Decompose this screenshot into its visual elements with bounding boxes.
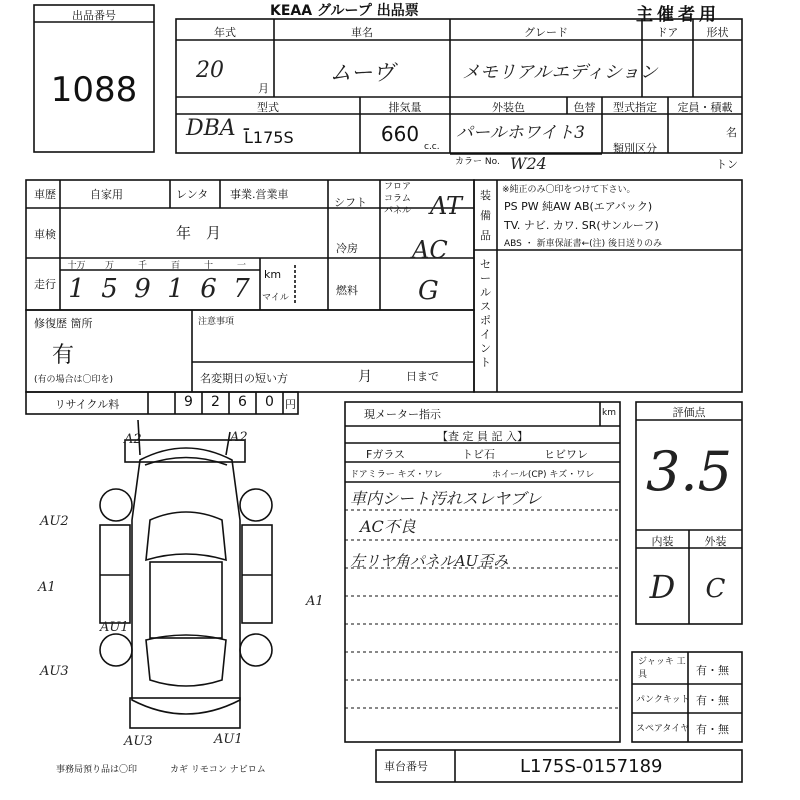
type-value: L175S — [244, 128, 294, 147]
recycle-digit: 0 — [265, 394, 274, 410]
history-private: 自家用 — [90, 188, 123, 201]
office-items: カギ リモコン ナビロム — [170, 765, 266, 775]
color-no-value: W24 — [510, 154, 547, 173]
inspector-section-label: 【査 定 員 記 入】 — [437, 430, 528, 443]
km-label: km — [264, 268, 282, 281]
fuel-value: G — [418, 276, 439, 306]
chassis-value: L175S-0157189 — [520, 756, 663, 777]
shift-panel: パネル — [384, 206, 412, 216]
displacement-value: 660 — [380, 122, 420, 146]
fuel-label: 燃料 — [336, 284, 358, 297]
damage-mark: AU1 — [214, 732, 243, 747]
inspector-note: AC不良 — [360, 517, 416, 536]
name-change-day: 日まで — [406, 370, 439, 383]
mile-label: マイル — [262, 293, 289, 303]
displacement-unit: c.c. — [424, 142, 440, 152]
year-value: 20 — [196, 58, 224, 83]
mileage-label: 走行 — [34, 278, 56, 291]
shift-floor: フロア — [384, 182, 412, 192]
equipment-line3: ABS ・ 新車保証書←(注) 後日送りのみ — [504, 239, 663, 249]
mileage-digit: 1 — [167, 274, 184, 304]
recycle-digit: 2 — [211, 394, 220, 410]
repair-note: (有の場合は〇印を) — [34, 375, 114, 385]
shift-value: AT — [430, 192, 463, 220]
mileage-digit: 9 — [134, 274, 151, 304]
damage-mark: A2 — [124, 432, 142, 447]
glass-label: Fガラス — [366, 448, 405, 461]
equipment-label: 装備品 — [480, 189, 491, 242]
puncture-value: 有・無 — [696, 694, 729, 707]
group-title: KEAA グループ 出品票 — [270, 3, 419, 19]
wheel-label: ホイール(CP) キズ・ワレ — [492, 470, 595, 480]
year-unit: 月 — [258, 82, 269, 95]
mileage-digit-labels — [60, 258, 260, 271]
shift-column: コラム — [384, 194, 411, 204]
exterior-color-value: パールホワイト3 — [456, 123, 585, 143]
digit-label: 万 — [104, 261, 114, 271]
meter-unit: km — [602, 408, 616, 418]
inspection-value: 年 月 — [176, 224, 222, 242]
damage-mark: A2 — [230, 430, 248, 445]
digit-label: 十万 — [67, 261, 86, 271]
ac-value: AC — [412, 236, 448, 264]
name-change-label: 名変期日の短い方 — [200, 372, 288, 385]
damage-mark: A1 — [306, 594, 324, 609]
chassis-label: 車台番号 — [384, 760, 428, 773]
ac-label: 冷房 — [336, 242, 358, 255]
lot-number: 1088 — [50, 70, 138, 110]
model-value: ムーヴ — [329, 61, 395, 86]
damage-mark: AU2 — [40, 514, 69, 529]
spare-value: 有・無 — [696, 723, 729, 736]
jack-label: ジャッキ 工具 — [638, 657, 686, 680]
damage-mark: AU3 — [40, 664, 69, 679]
door-label: ドア — [656, 26, 679, 39]
color-no-label: カラー No. — [455, 157, 500, 167]
history-business: 事業.営業車 — [230, 188, 289, 201]
inspection-label: 車検 — [34, 228, 56, 241]
mileage-digits — [60, 274, 260, 304]
score-value: 3.5 — [646, 440, 732, 503]
recycle-unit: 円 — [285, 398, 296, 411]
grade-label: グレード — [524, 26, 568, 39]
recycle-digit: 9 — [184, 394, 193, 410]
inspector-note: 左リヤ角パネルAU歪み — [350, 552, 509, 570]
sales-point-label: セールスポイント — [480, 258, 491, 369]
car-diagram — [100, 420, 272, 728]
digit-label: 十 — [203, 261, 213, 271]
type-label: 型式 — [257, 101, 279, 114]
damage-mark: AU1 — [100, 620, 129, 635]
model-spec-label: 型式指定 — [613, 101, 657, 114]
capacity-label: 定員・積載 — [677, 101, 733, 114]
puncture-label: パンクキット — [636, 695, 690, 705]
equipment-line2: TV. ナビ. カワ. SR(サンルーフ) — [504, 219, 659, 232]
mileage-digit: 1 — [68, 274, 85, 304]
history-rental: レンタ — [176, 188, 209, 201]
digit-label: 千 — [137, 261, 147, 271]
interior-label: 内装 — [651, 535, 674, 548]
exterior-color-label: 外装色 — [492, 101, 525, 114]
repair-value: 有 — [52, 343, 75, 368]
meter-label: 現メーター指示 — [364, 408, 441, 421]
load-unit: トン — [716, 158, 738, 171]
shape-label: 形状 — [706, 26, 729, 39]
category-label: 類別区分 — [613, 142, 657, 155]
year-label: 年式 — [214, 26, 236, 39]
interior-value: D — [649, 568, 676, 606]
damage-mark: A1 — [38, 580, 56, 595]
equipment-note: ※純正のみ〇印をつけて下さい。 — [502, 185, 636, 195]
displacement-label: 排気量 — [388, 101, 422, 114]
score-label: 評価点 — [672, 406, 706, 419]
stone-chip-label: トビ石 — [462, 448, 495, 461]
organizer-label: 主催者用 — [636, 5, 720, 25]
exterior-label: 外装 — [704, 535, 727, 548]
caution-label: 注意事項 — [198, 317, 235, 327]
jack-value: 有・無 — [696, 664, 729, 677]
repair-label: 修復歴 箇所 — [34, 317, 93, 330]
model-label: 車名 — [351, 26, 373, 39]
digit-label: 百 — [170, 261, 180, 271]
name-change-month: 月 — [358, 369, 372, 385]
capacity-unit: 名 — [726, 126, 737, 139]
grade-value: メモリアルエディション — [462, 62, 658, 83]
mileage-digit: 6 — [200, 274, 217, 304]
exterior-value: C — [705, 574, 726, 604]
mirror-label: ドアミラー キズ・ワレ — [350, 470, 443, 480]
office-note: 事務局預り品は〇印 — [56, 765, 138, 775]
inspector-note: 車内シート汚れスレヤブレ — [350, 489, 542, 508]
damage-mark: AU3 — [124, 734, 153, 749]
digit-label: 一 — [236, 261, 246, 271]
recycle-digit: 6 — [238, 394, 247, 410]
type-prefix: DBA - — [186, 116, 251, 141]
mileage-digit: 7 — [233, 274, 250, 304]
history-label: 車歴 — [34, 188, 56, 201]
recycle-label: リサイクル料 — [54, 398, 120, 411]
color-change-label: 色替 — [573, 101, 596, 114]
mileage-digit: 5 — [101, 274, 118, 304]
shift-options — [384, 181, 411, 217]
crack-label: ヒビワレ — [544, 448, 588, 461]
shift-label: シフト — [334, 196, 367, 209]
lot-label: 出品番号 — [72, 9, 116, 22]
spare-label: スペアタイヤ — [636, 724, 690, 734]
equipment-line1: PS PW 純AW AB(エアバック) — [504, 200, 653, 213]
